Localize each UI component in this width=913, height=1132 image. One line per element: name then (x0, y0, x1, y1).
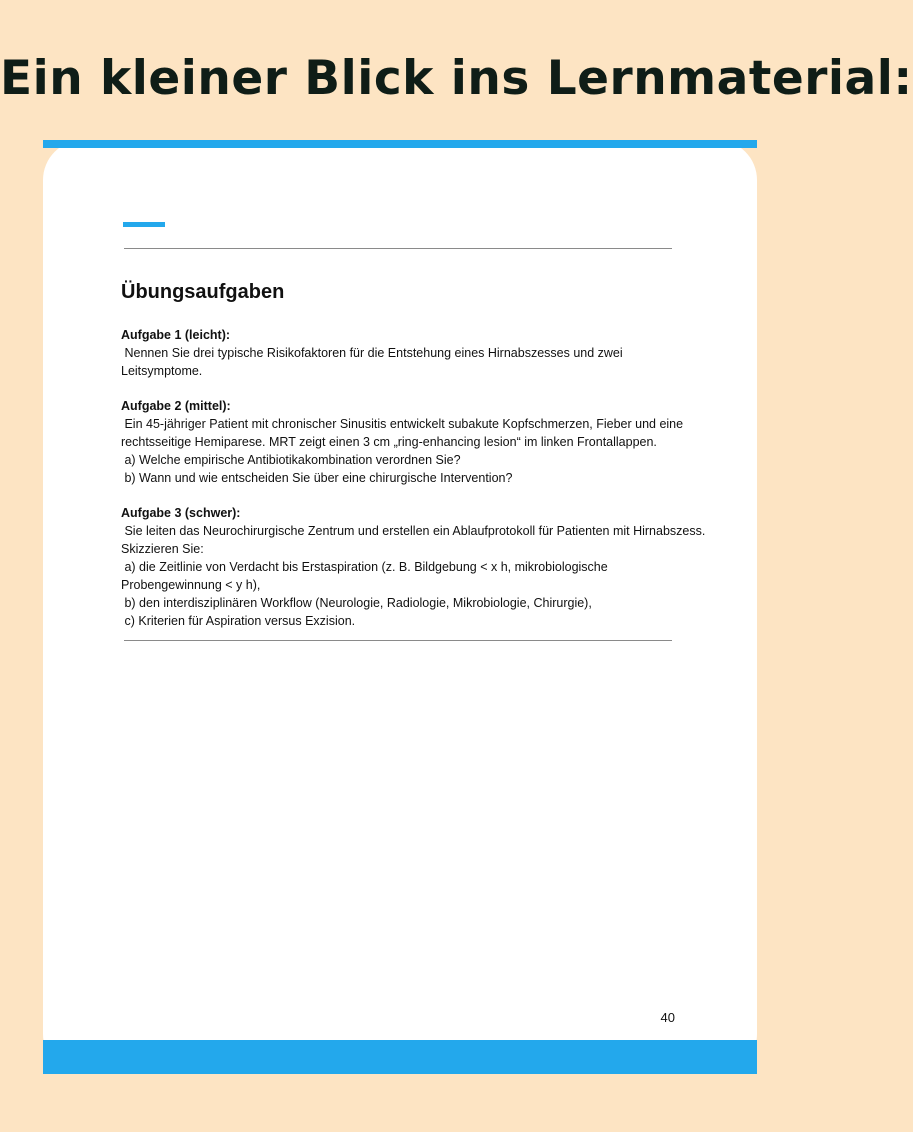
top-divider (124, 248, 672, 249)
task-text-line: Skizzieren Sie: (121, 542, 204, 556)
task-heading: Aufgabe 2 (mittel): (121, 399, 231, 413)
task-3 (121, 504, 706, 630)
task-text-line: Leitsymptome. (121, 364, 203, 378)
task-text-line: b) Wann und wie entscheiden Sie über eine chirurgische Intervention? (121, 471, 513, 485)
task-text-line: c) Kriterien für Aspiration versus Exzision. (121, 614, 356, 628)
task-2 (121, 397, 684, 487)
task-text-line: Ein 45-jähriger Patient mit chronischer Sinusitis entwickelt subakute Kopfschmerzen, Fieber und eine (121, 417, 684, 431)
page-number: 40 (660, 1010, 675, 1025)
page-bottom-accent-bar (43, 1040, 757, 1074)
task-text-line: Probengewinnung < y h), (121, 578, 261, 592)
document-page (43, 140, 757, 1074)
task-text-line: rechtsseitige Hemiparese. MRT zeigt einen 3 cm „ring-enhancing lesion“ im linken Frontallappen. (121, 435, 657, 449)
page-top-accent-bar (43, 140, 757, 148)
task-1 (121, 326, 681, 380)
task-heading: Aufgabe 3 (schwer): (121, 506, 241, 520)
section-title: Übungsaufgaben (121, 281, 285, 303)
task-text-line: b) den interdisziplinären Workflow (Neurologie, Radiologie, Mikrobiologie, Chirurgie), (121, 596, 592, 610)
banner-title: Ein kleiner Blick ins Lernmaterial: (0, 51, 913, 106)
task-text-line: a) Welche empirische Antibiotikakombination verordnen Sie? (121, 453, 461, 467)
task-heading: Aufgabe 1 (leicht): (121, 328, 231, 342)
accent-dash (123, 222, 165, 227)
task-text-line: a) die Zeitlinie von Verdacht bis Erstaspiration (z. B. Bildgebung < x h, mikrobiologische (121, 560, 608, 574)
bottom-divider (124, 640, 672, 641)
task-text-line: Sie leiten das Neurochirurgische Zentrum und erstellen ein Ablaufprotokoll für Patienten mit Hirnabszess. (121, 524, 706, 538)
task-text-line: Nennen Sie drei typische Risikofaktoren für die Entstehung eines Hirnabszesses und zwei (121, 346, 623, 360)
page-content (121, 278, 706, 647)
